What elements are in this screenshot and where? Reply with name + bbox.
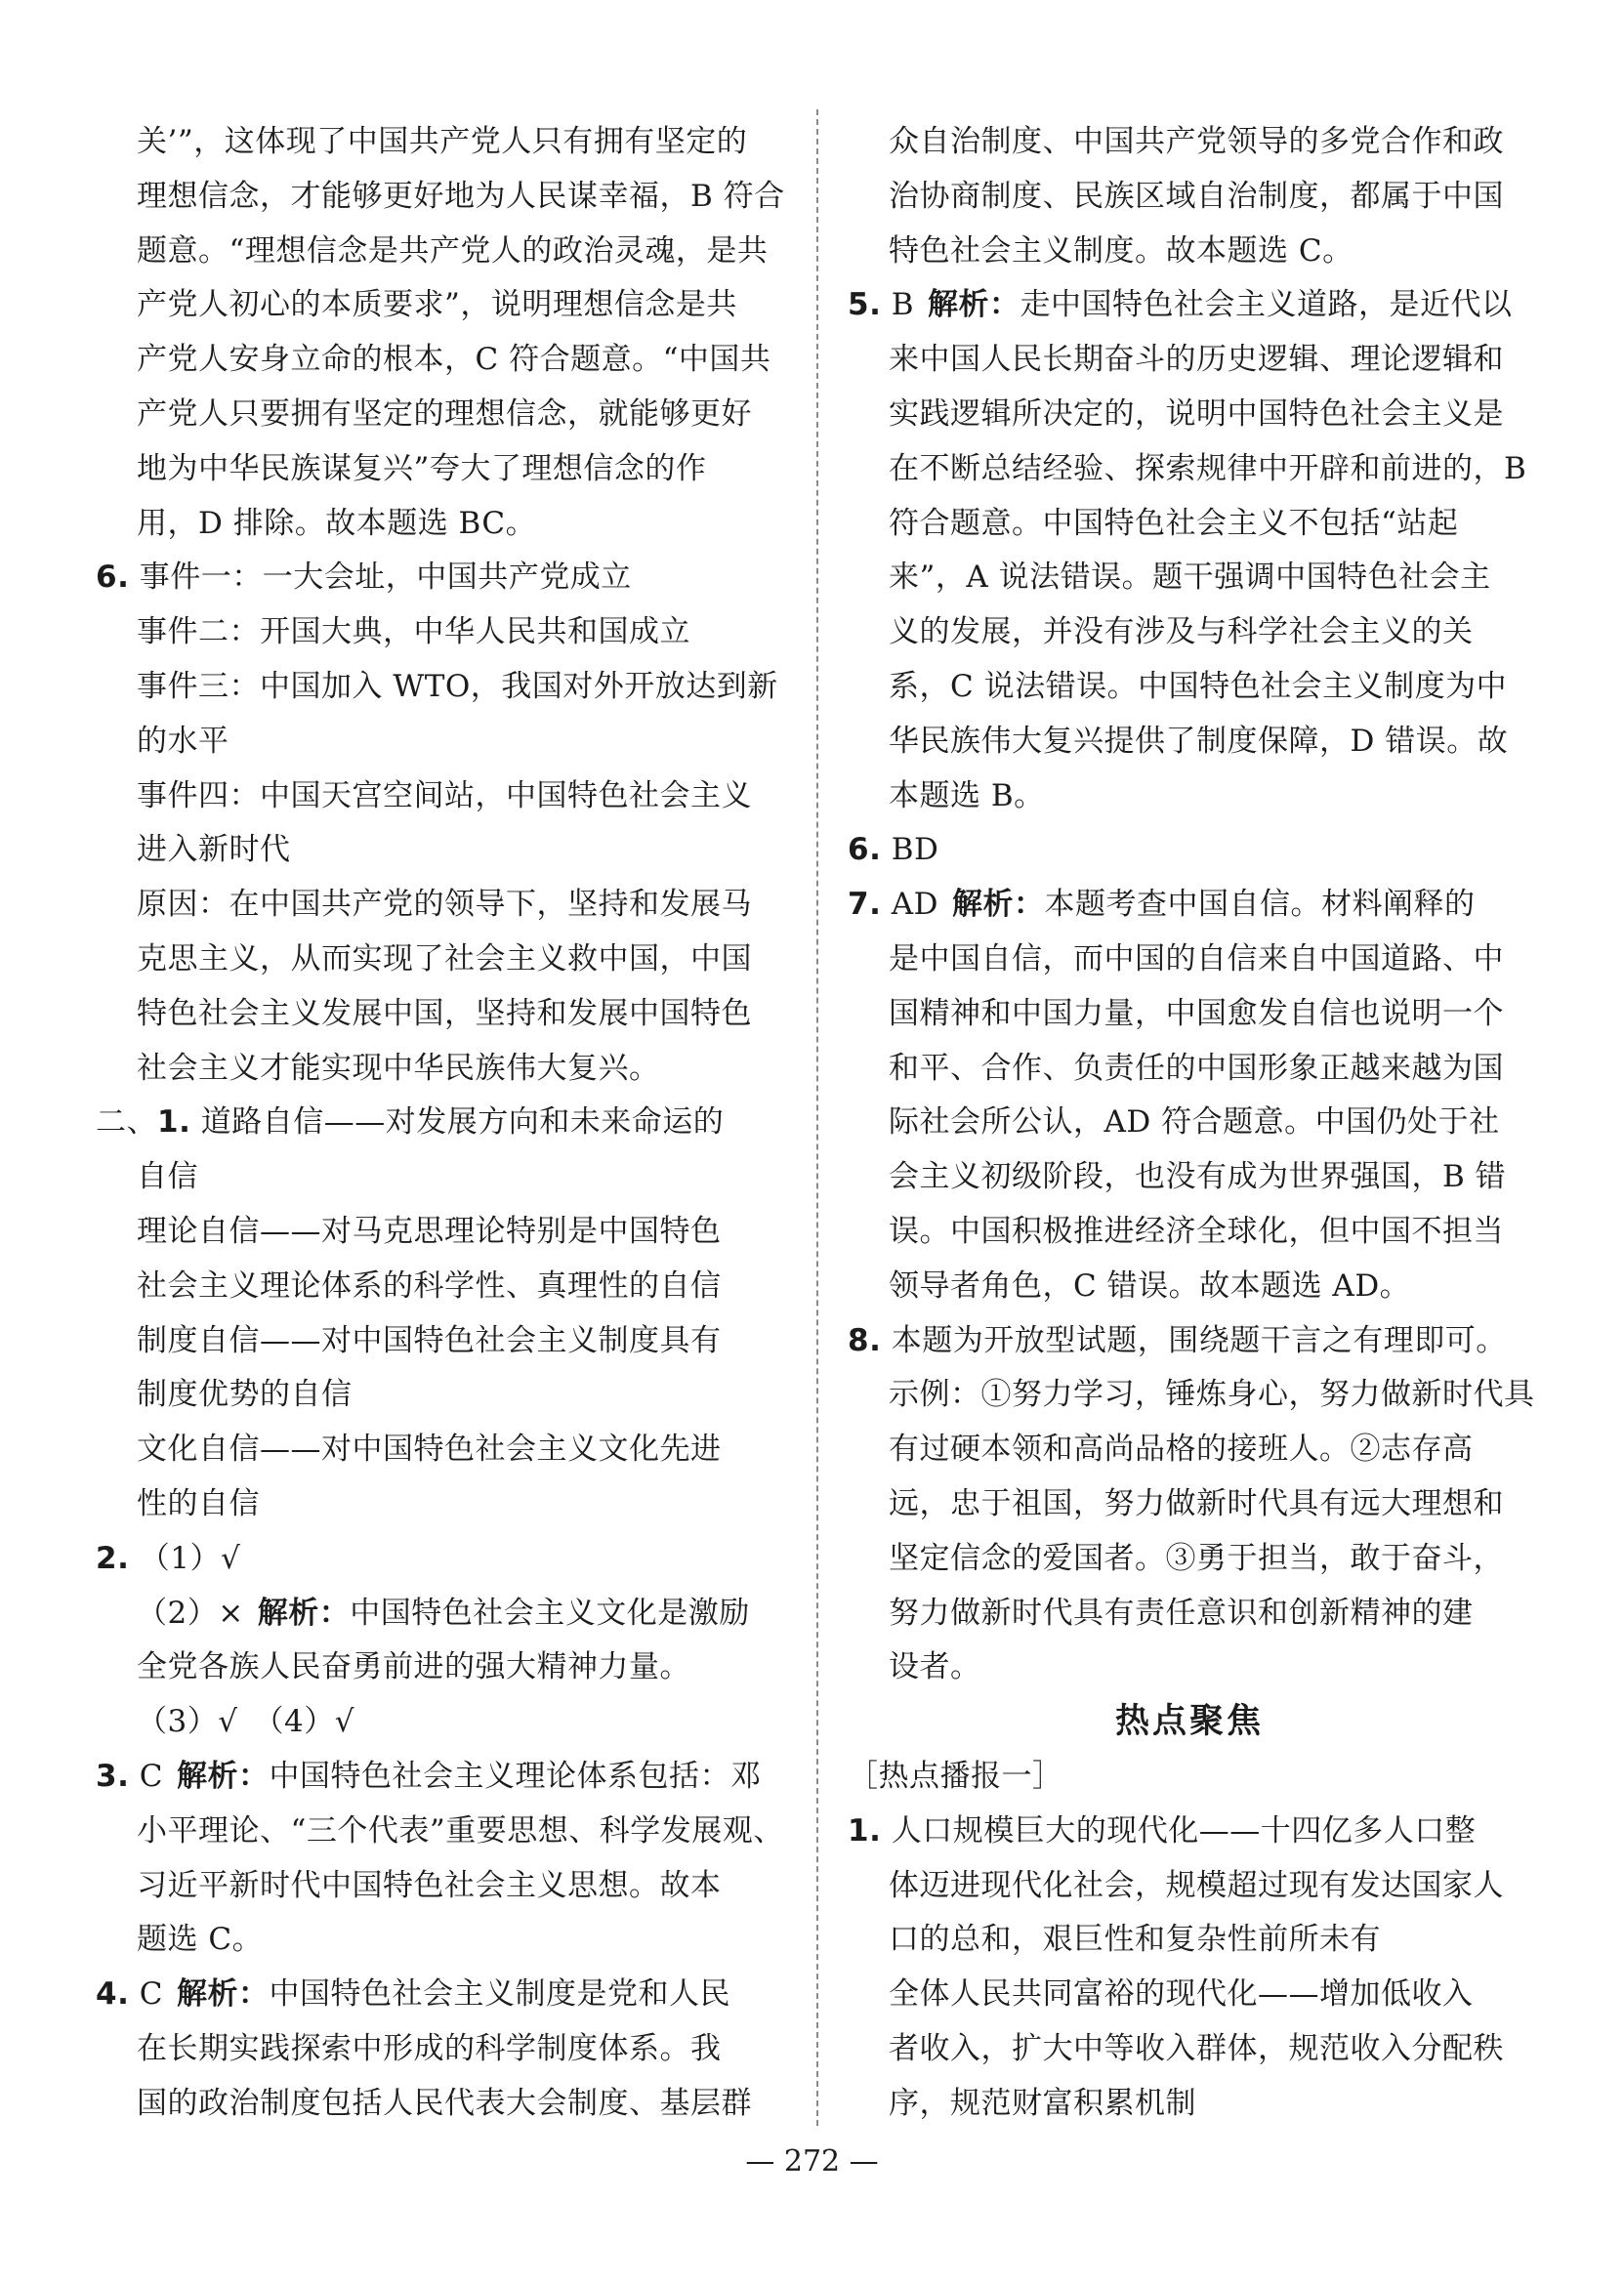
question-number: 1. [157,1104,191,1141]
section-title: 热点聚焦 [1114,1702,1264,1742]
answer-letter: AD [891,887,938,923]
text-line: 本题选 B。 [889,777,1045,813]
text-line [96,1096,779,1150]
text-line: 特色社会主义制度。故本题选 C。 [889,232,1353,269]
text-line: 会主义初级阶段，也没有成为世界强国，B 错 [889,1159,1507,1195]
answer-text: 本题考查中国自信。材料阐释的 [1044,887,1476,923]
text-line: 社会主义才能实现中华民族伟大复兴。 [137,1050,660,1086]
text-line: 在不断总结经验、探索规律中开辟和前进的，B [889,450,1527,486]
analysis-label: 解析： [176,1976,270,2013]
text-line: 进入新时代 [137,832,291,868]
question-number: 6. [848,832,882,868]
answer-letter: B [891,287,914,323]
text-line: 义的发展，并没有涉及与科学社会主义的关 [889,614,1474,650]
text-line [96,551,779,605]
text-line [96,1968,779,2022]
answer-letter: C [139,1758,163,1794]
answer-text: 中国特色社会主义理论体系包括：邓 [269,1758,762,1794]
text-line [96,1532,779,1587]
text-line: 误。中国积极推进经济全球化，但中国不担当 [889,1213,1504,1249]
question-3 [96,1750,784,1968]
text-line: 有过硬本领和高尚品格的接班人。②志存高 [889,1432,1474,1468]
text-line: 题意。“理想信念是共产党人的政治灵魂，是共 [137,232,769,269]
page-number: — 272 — [745,2144,879,2179]
part-prefix: 二、 [96,1104,157,1141]
question-number: 4. [96,1976,130,2013]
text-line: 制度自信——对中国特色社会主义制度具有 [137,1322,722,1358]
question-6 [96,551,779,1096]
text-line [848,1314,1531,1369]
text-line: 者收入，扩大中等收入群体，规范收入分配秩 [889,2030,1504,2066]
text-line: 产党人安身立命的根本，C 符合题意。“中国共 [137,342,771,378]
text-line: 序，规范财富积累机制 [889,2085,1196,2121]
text-line: 特色社会主义发展中国，坚持和发展中国特色 [137,995,752,1031]
text-line: 示例：①努力学习，锤炼身心，努力做新时代具 [889,1377,1535,1413]
text-line: 实践逻辑所决定的，说明中国特色社会主义是 [889,395,1504,432]
text-line: 文化自信——对中国特色社会主义文化先进 [137,1432,722,1468]
answer-letter: BD [891,832,939,868]
question-number: 2. [96,1540,130,1576]
text-line: 理想信念，才能够更好地为人民谋幸福，B 符合 [137,178,785,214]
text-line: 地为中华民族谋复兴”夸大了理想信念的作 [137,450,707,486]
text-line: 来”，A 说法错误。题干强调中国特色社会主 [889,560,1491,596]
text-line [848,1805,1531,1859]
analysis-label: 解析： [257,1595,351,1631]
text-line: 在长期实践探索中形成的科学制度体系。我 [137,2030,722,2066]
text-line: 体迈进现代化社会，规模超过现有发达国家人 [889,1867,1504,1903]
text-line [848,823,1531,878]
text-line [848,278,1531,333]
text-line: 习近平新时代中国特色社会主义思想。故本 [137,1867,722,1903]
text-line: 事件三：中国加入 WTO，我国对外开放达到新 [137,668,778,704]
text-line: 众自治制度、中国共产党领导的多党合作和政 [889,124,1504,159]
text-line: 社会主义理论体系的科学性、真理性的自信 [137,1267,722,1304]
text-line: 事件二：开国大典，中华人民共和国成立 [137,614,690,650]
text-line: 产党人初心的本质要求”，说明理想信念是共 [137,287,737,323]
text-line: 国的政治制度包括人民代表大会制度、基层群 [137,2085,752,2121]
text-line: 题选 C。 [137,1922,264,1958]
text-line: 全体人民共同富裕的现代化——增加低收入 [889,1976,1474,2013]
text-line: 治协商制度、民族区域自治制度，都属于中国 [889,178,1504,214]
question-number: 8. [848,1322,882,1358]
answer-text: 事件一：一大会址，中国共产党成立 [139,560,632,596]
answer-text: 中国特色社会主义制度是党和人民 [269,1976,730,2013]
answer-text: （1）√ [139,1540,241,1576]
text-line: 远，忠于祖国，努力做新时代具有远大理想和 [889,1485,1504,1521]
question-number: 6. [96,560,130,596]
answer-text: 本题为开放型试题，围绕题干言之有理即可。 [891,1322,1507,1358]
answer-text: （2）× [137,1595,244,1631]
analysis-label: 解析： [176,1758,270,1794]
question-6 [848,823,1531,878]
text-line: 华民族伟大复兴提供了制度保障，D 错误。故 [889,723,1509,759]
question-8 [848,1314,1535,1696]
subheading: ［热点播报一］ [848,1758,1063,1794]
text-line: 和平、合作、负责任的中国形象正越来越为国 [889,1050,1504,1086]
right-column [848,115,1535,2131]
text-line: 自信 [137,1159,198,1195]
text-line: 口的总和，艰巨性和复杂性前所未有 [889,1922,1381,1958]
text-line: 的水平 [137,723,229,759]
question-number: 1. [848,1812,882,1849]
text-line: 用，D 排除。故本题选 BC。 [137,505,537,541]
text-line [96,1587,779,1641]
answer-text: 中国特色社会主义文化是激励 [350,1595,750,1631]
text-line: 事件四：中国天宫空间站，中国特色社会主义 [137,777,752,813]
answer-text: 走中国特色社会主义道路，是近代以 [1020,287,1513,323]
question-4 [96,1968,779,2131]
text-line [96,1750,779,1805]
text-line: （3）√ （4）√ [137,1704,354,1740]
text-line: 性的自信 [137,1485,260,1521]
column-divider [816,109,818,2126]
answer-text: 道路自信——对发展方向和未来命运的 [190,1104,725,1141]
text-line: 关’”，这体现了中国共产党人只有拥有坚定的 [137,124,748,159]
text-line: 来中国人民长期奋斗的历史逻辑、理论逻辑和 [889,342,1504,378]
answer-letter: C [139,1976,163,2013]
question-2 [96,1532,779,1750]
answer-text: 人口规模巨大的现代化——十四亿多人口整 [891,1812,1477,1849]
question-7 [848,878,1531,1313]
text-line: 国精神和中国力量，中国愈发自信也说明一个 [889,995,1504,1031]
text-line: 小平理论、“三个代表”重要思想、科学发展观、 [137,1812,784,1849]
text-line [848,878,1531,933]
text-line: 设者。 [889,1649,981,1685]
text-line: 际社会所公认，AD 符合题意。中国仍处于社 [889,1104,1500,1141]
text-line: 制度优势的自信 [137,1377,353,1413]
text-line: 努力做新时代具有责任意识和创新精神的建 [889,1595,1474,1631]
question-number: 3. [96,1758,130,1794]
analysis-label: 解析： [951,887,1045,923]
text-line: 理论自信——对马克思理论特别是中国特色 [137,1213,722,1249]
q4-continuation [848,115,1531,278]
question-number: 5. [848,287,882,323]
left-column [96,115,785,2131]
text-line: 原因：在中国共产党的领导下，坚持和发展马 [137,887,752,923]
part-2-question-1 [96,1096,779,1531]
text-line: 全党各族人民奋勇前进的强大精神力量。 [137,1649,690,1685]
text-line: 坚定信念的爱国者。③勇于担当，敢于奋斗， [889,1540,1504,1576]
text-line: 领导者角色，C 错误。故本题选 AD。 [889,1267,1411,1304]
question-5 [848,278,1531,823]
question-number: 7. [848,887,882,923]
text-line: 符合题意。中国特色社会主义不包括“站起 [889,505,1459,541]
q5-continuation [96,115,785,551]
text-line: 系，C 说法错误。中国特色社会主义制度为中 [889,668,1508,704]
hotspot-question-1 [848,1805,1531,2132]
analysis-label: 解析： [928,287,1020,323]
text-line: 产党人只要拥有坚定的理想信念，就能够更好 [137,395,752,432]
text-line: 是中国自信，而中国的自信来自中国道路、中 [889,940,1504,976]
text-line: 克思主义，从而实现了社会主义救中国，中国 [137,940,752,976]
